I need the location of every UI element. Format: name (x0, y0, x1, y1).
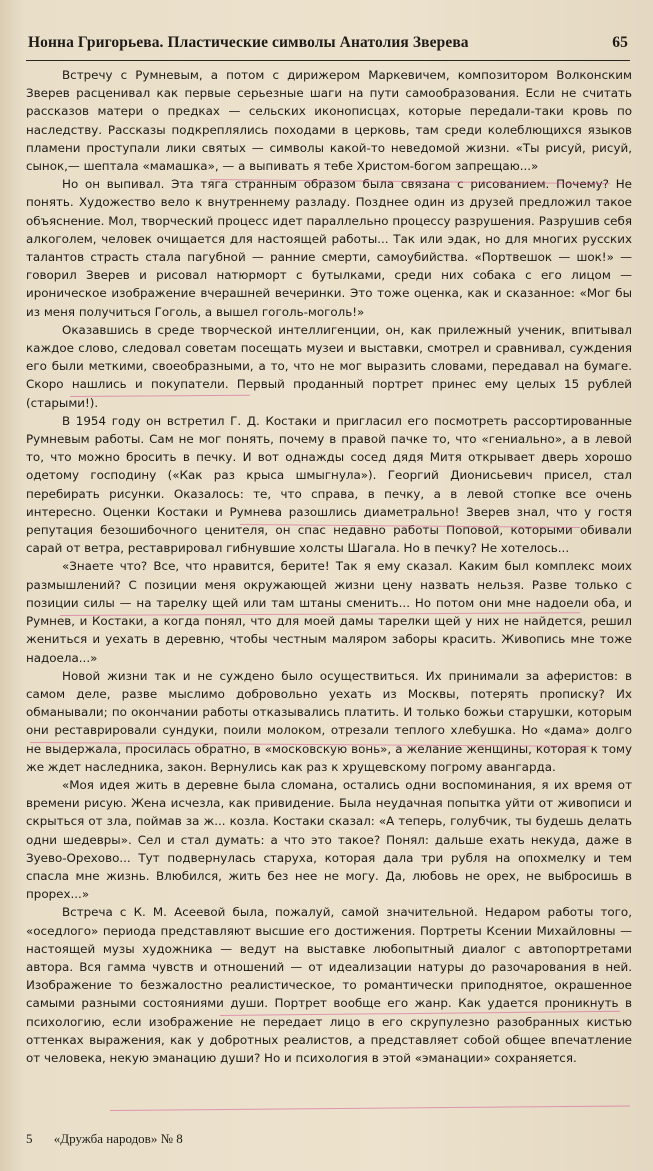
paragraph: Встречу с Румневым, а потом с дирижером Маркевичем, композитором Волконским Зверев расценивал как первые серьезные шаги на пути самообразования. Если не считать рассказов матери о предках — сельских иконописцах, которые передали-таки кровь по наследству. Рассказы подкреплялись походами в церковь, там среди колеблющихся языков пламени проступали лики святых — символы какой-то неведомой жизни. «Ты рисуй, рисуй, сынок,— шептала «мамашка», — а выпивать я тебе Христом-богом запрещаю...» (26, 68, 632, 174)
page-footer (26, 1131, 183, 1147)
signature-mark: 5 (26, 1131, 33, 1146)
pen-underline-mark (110, 1105, 630, 1111)
paragraph: Оказавшись в среде творческой интеллигенции, он, как прилежный ученик, впитывал каждое слово, следовал советам посещать музеи и выставки, смотрел и сравнивал, суждения его были меткими, своеобразными, а то, что не мог выразить словами, передавал на бумаге. Скоро нашлись и покупатели. Первый проданный портрет принес ему целых 15 рублей (старыми!). (26, 322, 632, 410)
paragraph: Встреча с К. М. Асеевой была, пожалуй, самой значительной. Недаром работы того, «оседлого» периода представляют высшие его достижения. Портреты Ксении Михайловны — настоящей музы художника — ведут на выставке любопытный диалог с автопортретами автора. Вся гамма чувств и отношений — от идеализации натуры до разочарования в ней. Изображение то безжалостно реалистическое, то романтически приподнятое, окрашенное самыми разными состояниями души. Портрет вообще его жанр. Как удается проникнуть в психологию, если изображение не передает лицо в его скрупулезно разобранных кистью оттенках выражения, как у добротных реалистов, а представляет собой общее впечатление от человека, некую эманацию души? Но и психология в этой «эманации» сохраняется. (26, 905, 632, 1065)
journal-name: «Дружба народов» № 8 (53, 1131, 183, 1146)
quote-paragraph: «Знаете что? Все, что нравится, берите! Так я ему сказал. Каким был комплекс моих размышлений? С позиции меня окружающей жизни цену назвать нельзя. Разве только с позиции силы — на тарелку щей или там штаны сменить... Но потом они мне надоели оба, и Румнев, и Костаки, а когда понял, что для моей дамы тарелки щей у них не найдется, решил жениться и уехать в деревню, чтобы честным маляром заборы красить. Живопись мне тоже надоела...» (26, 559, 632, 665)
quote-paragraph: «Моя идея жить в деревне была сломана, остались одни воспоминания, я их время от времени рисую. Жена исчезла, как привидение. Была неудачная попытка уйти от живописи и скрыться от зла, поймав за ж... козла. Костаки сказал: «А теперь, голубчик, ты будешь делать одни шедевры». Сел и стал думать: а что это такое? Понял: дальше ехать некуда, даже в Зуево-Орехово... Тут подвернулась старуха, которая дала три рубля на опохмелку и тем спасла мне жизнь. Влюбился, жить без нее не могу. Да, любовь не орех, не выбросишь в прорех...» (26, 777, 632, 902)
article-title: Нонна Григорьева. Пластические символы Анатолия Зверева (28, 34, 469, 51)
running-header (28, 34, 628, 56)
page-number: 65 (612, 34, 628, 51)
paragraph: Но он выпивал. Эта тяга странным образом была связана с рисованием. Почему? Не понять. Художество вело к внутреннему разладу. Позднее один из друзей предложил такое объяснение. Мол, творческий процесс идет параллельно процессу разрушения. Разрушив себя алкоголем, человек очищается для настоящей работы... Так или эдак, но для многих русских талантов страсть стала пагубной — ранние смерти, самоубийства. «Портвешок — шок!» — говорил Зверев и рисовал натюрморт с бутылками, среди них собака с его лицом — ироническое изображение вчерашней вечеринки. Это тоже оценка, как и сказанное: «Мог бы из меня получиться Гоголь, а вышел гоголь-моголь!» (26, 177, 632, 319)
paragraph: В 1954 году он встретил Г. Д. Костаки и пригласил его посмотреть рассортированные Румневым работы. Сам не мог понять, почему в правой пачке то, что «гениально», а в левой то, что можно бросить в печку. И вот однажды сосед дядя Митя открывает дверь хорошо одетому господину («Как раз крыса шмыгнула»). Георгий Дионисьевич присел, стал перебирать рисунки. Оказалось: те, что справа, в печку, а в левой стопке все очень интересно. Оценки Костаки и Румнева разошлись диаметрально! Зверев знал, что у гостя репутация безошибочного ценителя, он спас недавно работы Поповой, которыми обивали сарай от ветра, реставрировал гибнувшие холсты Шагала. Но в печку? Не хотелось... (26, 413, 632, 556)
article-body (26, 66, 632, 1067)
paragraph: Новой жизни так и не суждено было осуществиться. Их принимали за аферистов: в самом деле, разве мыслимо добровольно уехать из Москвы, потерять прописку? Их обманывали; по окончании работы отказывались платить. И только божьи старушки, которым они реставрировали сундуки, поили молоком, отрезали теплого хлебушка. Но «дама» долго не выдержала, просилась обратно, в «московскую вонь», а желание женщины, которая к тому же ждет наследника, закон. Вернулись как раз к хрущевскому погрому авангарда. (26, 668, 632, 774)
header-rule (26, 60, 630, 61)
